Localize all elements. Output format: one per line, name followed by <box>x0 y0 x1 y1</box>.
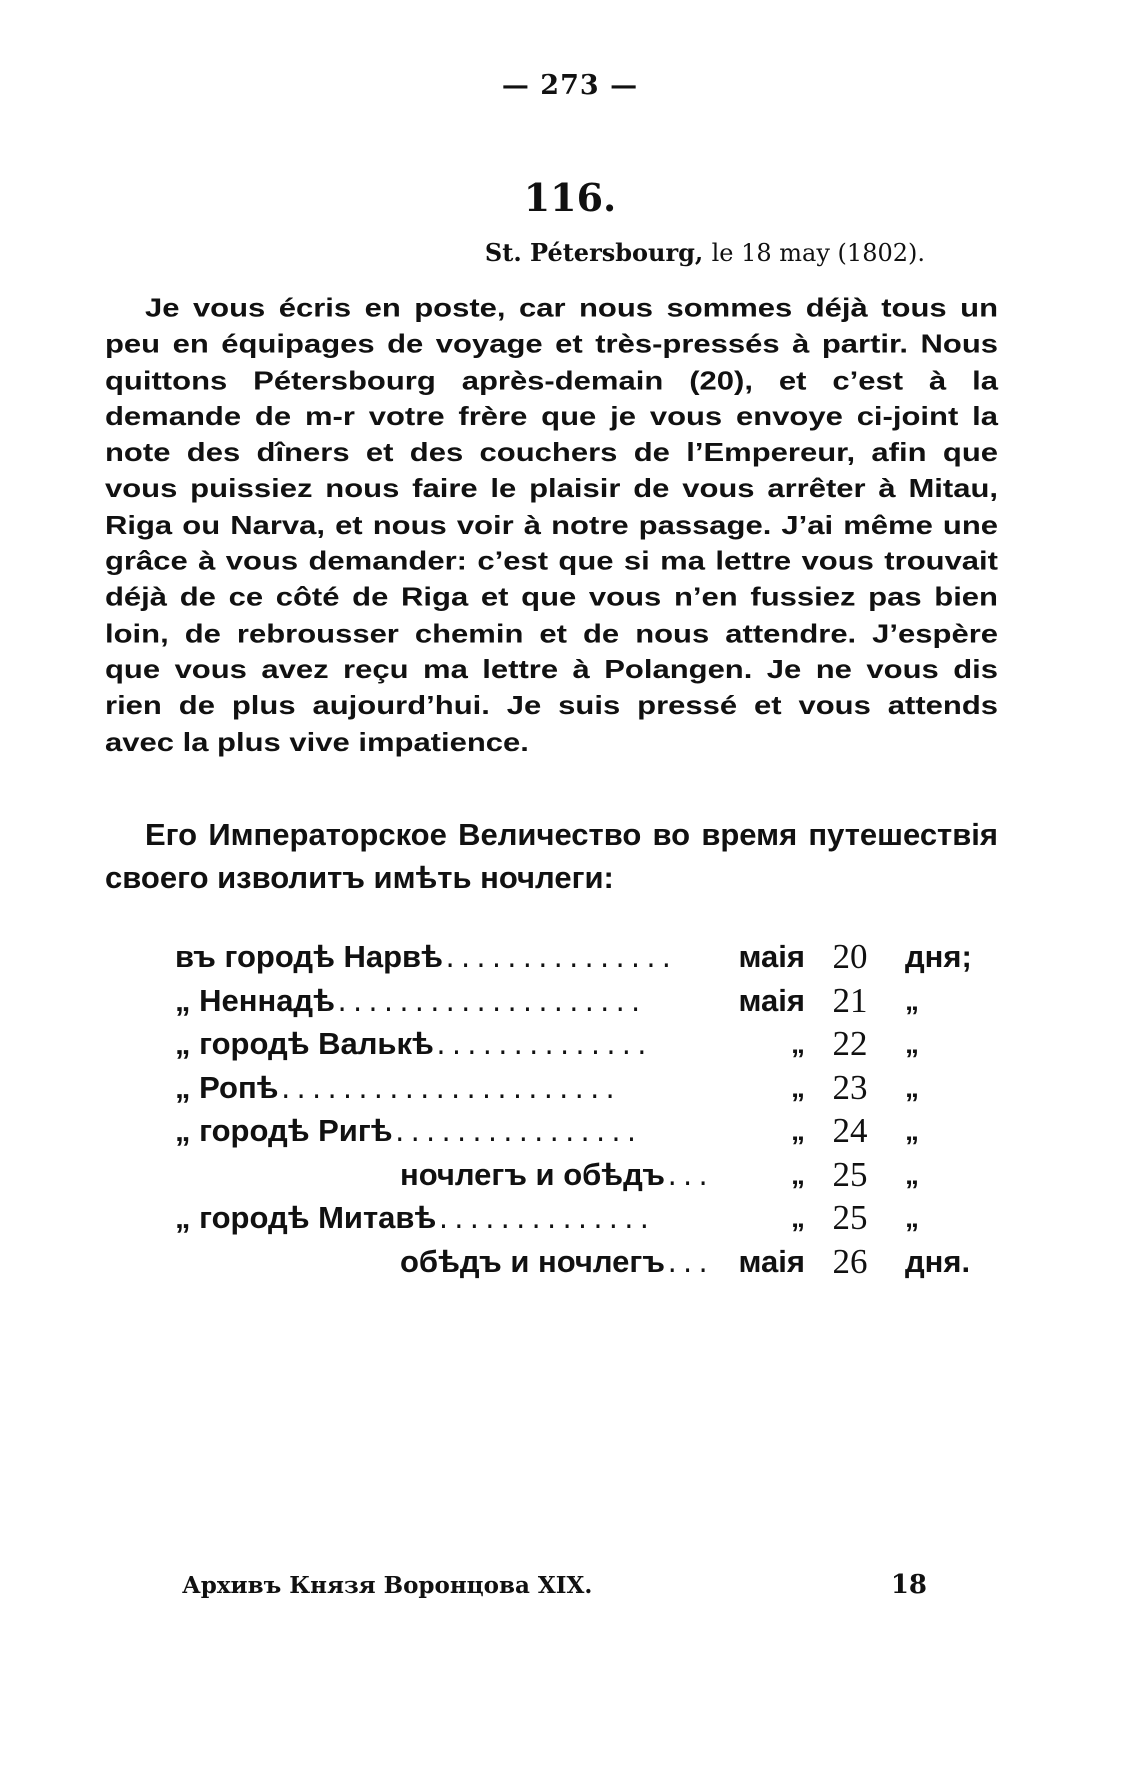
itinerary-month: маія <box>738 1243 805 1279</box>
itinerary-place <box>175 979 644 1026</box>
itinerary-place <box>175 1196 653 1243</box>
dateline-place: St. Pétersbourg, <box>484 238 704 267</box>
place-name: „ Неннадѣ <box>175 982 335 1018</box>
itinerary-month: „ <box>791 1071 805 1103</box>
itinerary-unit: „ <box>905 1028 919 1059</box>
itinerary-row <box>175 1196 945 1240</box>
leader-dots: .............. <box>433 1032 651 1060</box>
itinerary-day: 25 <box>832 1198 868 1237</box>
itinerary-row <box>175 1240 971 1284</box>
place-name: обѣдъ и ночлегъ <box>400 1243 665 1279</box>
itinerary-day: 25 <box>832 1154 868 1194</box>
itinerary-row <box>175 1022 945 1066</box>
itinerary-unit: „ <box>905 1071 919 1103</box>
itinerary-day: 20 <box>832 937 868 976</box>
place-name: „ городѣ Валькѣ <box>175 1026 434 1061</box>
itinerary-place <box>175 935 675 982</box>
dateline <box>485 238 925 267</box>
place-name: „ Ропѣ <box>175 1069 279 1105</box>
itinerary-intro-block <box>105 813 998 900</box>
itinerary-place <box>400 1153 711 1200</box>
itinerary-day: 21 <box>832 980 868 1020</box>
place-name: въ городѣ Нарвѣ <box>175 939 443 974</box>
itinerary-row <box>175 1153 945 1197</box>
itinerary-month: „ <box>791 1115 805 1146</box>
itinerary-day: 26 <box>832 1241 868 1281</box>
itinerary-row <box>175 1066 945 1110</box>
leader-dots: ................ <box>392 1119 640 1147</box>
itinerary-place <box>175 1066 618 1113</box>
place-name: ночлегъ и обѣдъ <box>400 1156 665 1192</box>
itinerary-month: „ <box>791 1202 805 1233</box>
itinerary-unit: „ <box>905 1202 919 1233</box>
leader-dots: ............... <box>442 945 675 973</box>
archive-title: Архивъ Князя Воронцова XIX. <box>182 1572 593 1599</box>
itinerary-row <box>175 1109 945 1153</box>
itinerary-place <box>175 1022 650 1069</box>
page-number: — 273 — <box>501 70 639 101</box>
itinerary-month: „ <box>791 1158 805 1190</box>
leader-dots: ...................... <box>278 1075 619 1104</box>
letter-body <box>105 290 998 760</box>
itinerary-month: маія <box>738 939 805 974</box>
itinerary-month: маія <box>738 982 805 1018</box>
itinerary-unit: „ <box>905 984 919 1016</box>
letter-paragraph: Je vous écris en poste, car nous sommes déjà tous un peu en équipages de voyage et très-pressés à partir. Nous quittons Pétersbourg après-demain (20), et c’est à la demande de m-r votre frère que je vous envoye ci-joint la note des dîners et des couchers de l’Empereur, afin que vous puissiez nous faire le plaisir de vous arrêter à Mitau, Riga ou Narva, et nous voir à notre passage. J’ai même une grâce à vous demander: c’est que si ma lettre vous trouvait déjà de ce côté de Riga et que vous n’en fussiez pas bien loin, de rebrousser chemin et de nous attendre. J’espère que vous avez reçu ma lettre à Polangen. Je ne vous dis rien de plus aujourd’hui. Je suis pressé et vous attends avec la plus vive impatience. <box>105 293 998 757</box>
itinerary-place <box>175 1109 640 1156</box>
signature-number: 18 <box>890 1570 927 1600</box>
itinerary-row <box>175 935 972 979</box>
itinerary-day: 23 <box>832 1067 868 1107</box>
itinerary-intro: Его Императорское Величество во время путешествія своего изволитъ имѣть ночлеги: <box>105 817 998 896</box>
leader-dots: .............. <box>436 1206 653 1234</box>
itinerary-unit: дня; <box>905 939 972 974</box>
place-name: „ городѣ Ригѣ <box>175 1113 393 1148</box>
itinerary-unit: дня. <box>905 1243 971 1279</box>
itinerary-unit: „ <box>905 1115 919 1146</box>
leader-dots: ... <box>664 1162 712 1191</box>
place-name: „ городѣ Митавѣ <box>175 1200 437 1235</box>
itinerary-row <box>175 979 945 1023</box>
itinerary-table <box>175 935 972 1283</box>
leader-dots: ... <box>664 1249 712 1278</box>
letter-number: 116. <box>523 175 617 220</box>
itinerary-day: 22 <box>832 1024 868 1063</box>
itinerary-place <box>400 1240 711 1287</box>
itinerary-day: 24 <box>832 1111 868 1150</box>
dateline-date: le 18 may (1802). <box>711 239 925 267</box>
itinerary-unit: „ <box>905 1158 919 1190</box>
itinerary-month: „ <box>791 1028 805 1059</box>
leader-dots: .................... <box>334 988 644 1017</box>
